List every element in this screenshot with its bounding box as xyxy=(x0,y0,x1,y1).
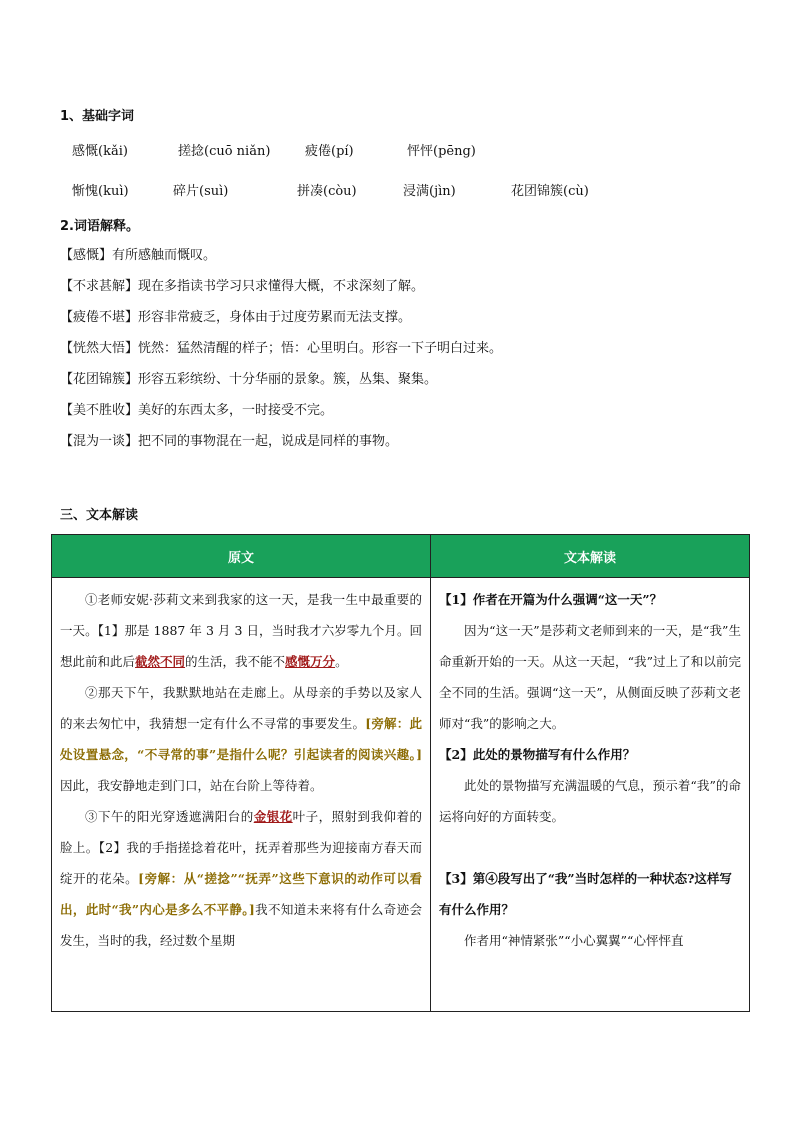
vocab-item: 花团锦簇(cù) xyxy=(511,184,589,199)
text-span: ②那天下午，我默默地站在走廊上。从母亲的手势以及家人的来去匆忙中，我猜想一定有什么不寻常的事要发生。 xyxy=(60,685,422,731)
spacer xyxy=(439,832,741,863)
original-text-cell xyxy=(52,578,431,1012)
column-header-original: 原文 xyxy=(52,535,431,578)
analysis-cell xyxy=(431,578,750,1012)
definition-item: 【恍然大悟】恍然：猛然清醒的样子；悟：心里明白。形容一下子明白过来。 xyxy=(60,341,503,356)
answer-2: 此处的景物描写充满温暖的气息，预示着“我”的命运将向好的方面转变。 xyxy=(439,778,741,824)
side-annotation: [旁解：从“搓捻”“抚弄”这些下意识的动作可以看出，此时“我”内心是多么不平静。] xyxy=(60,871,422,917)
text-span: 叶子，照射到我仰着的脸上。【2】我的手指搓捻着花叶，抚弄着那些为迎接南方春天而绽开的花朵。 xyxy=(60,809,422,886)
section2-title: 2.词语解释。 xyxy=(60,219,139,234)
highlighted-word: 感慨万分 xyxy=(285,654,336,669)
paragraph-2 xyxy=(60,677,422,801)
vocab-item: 感慨(kǎi) xyxy=(72,144,128,159)
definition-item: 【美不胜收】美好的东西太多，一时接受不完。 xyxy=(60,403,334,418)
question-1: 【1】作者在开篇为什么强调“这一天”？ xyxy=(439,592,663,607)
text-span: 因此，我安静地走到门口，站在台阶上等待着。 xyxy=(60,778,323,793)
section3-title: 三、文本解读 xyxy=(60,508,139,523)
side-annotation: [旁解：此处设置悬念，“不寻常的事”是指什么呢？引起读者的阅读兴趣。] xyxy=(60,716,422,762)
paragraph-1 xyxy=(60,584,422,677)
definition-item: 【混为一谈】把不同的事物混在一起，说成是同样的事物。 xyxy=(60,434,399,449)
text-analysis-table xyxy=(51,534,750,1012)
vocab-item: 搓捻(cuō niǎn) xyxy=(178,144,271,159)
vocab-item: 浸满(jìn) xyxy=(403,184,456,199)
column-header-analysis: 文本解读 xyxy=(431,535,750,578)
text-span: ①老师安妮·莎莉文来到我家的这一天，是我一生中最重要的一天。【1】那是 1887 年 3 月 3 日，当时我才六岁零九个月。回想此前和此后 xyxy=(60,592,422,669)
text-span: ③下午的阳光穿透遮满阳台的 xyxy=(85,809,254,824)
text-span: 的生活，我不能不 xyxy=(185,654,286,669)
definition-item: 【疲倦不堪】形容非常疲乏，身体由于过度劳累而无法支撑。 xyxy=(60,310,412,325)
definitions-list xyxy=(60,240,760,457)
definition-item: 【不求甚解】现在多指读书学习只求懂得大概，不求深刻了解。 xyxy=(60,279,425,294)
vocab-item: 怦怦(pēng) xyxy=(407,144,476,159)
text-span: 。 xyxy=(335,654,348,669)
question-3: 【3】第④段写出了“我”当时怎样的一种状态?这样写有什么作用？ xyxy=(439,871,732,917)
highlighted-word: 截然不同 xyxy=(135,654,186,669)
definition-item: 【感慨】有所感触而慨叹。 xyxy=(60,248,217,263)
answer-1: 因为“这一天”是莎莉文老师到来的一天，是“我”生命重新开始的一天。从这一天起，“我”过上了和以前完全不同的生活。强调“这一天”，从侧面反映了莎莉文老师对“我”的影响之大。 xyxy=(439,623,741,731)
vocab-item: 拼凑(còu) xyxy=(297,184,357,199)
question-2: 【2】此处的景物描写有什么作用？ xyxy=(439,747,636,762)
text-span: 我不知道未来将有什么奇迹会发生，当时的我，经过数个星期 xyxy=(60,902,422,948)
vocab-item: 疲倦(pí) xyxy=(305,144,354,159)
vocab-item: 惭愧(kuì) xyxy=(72,184,129,199)
answer-3: 作者用“神情紧张”“小心翼翼”“心怦怦直 xyxy=(464,933,684,948)
section1-title: 1、基础字词 xyxy=(60,109,135,124)
definition-item: 【花团锦簇】形容五彩缤纷、十分华丽的景象。簇，丛集、聚集。 xyxy=(60,372,438,387)
vocab-item: 碎片(suì) xyxy=(173,184,229,199)
paragraph-3 xyxy=(60,801,422,956)
highlighted-word: 金银花 xyxy=(253,809,293,824)
